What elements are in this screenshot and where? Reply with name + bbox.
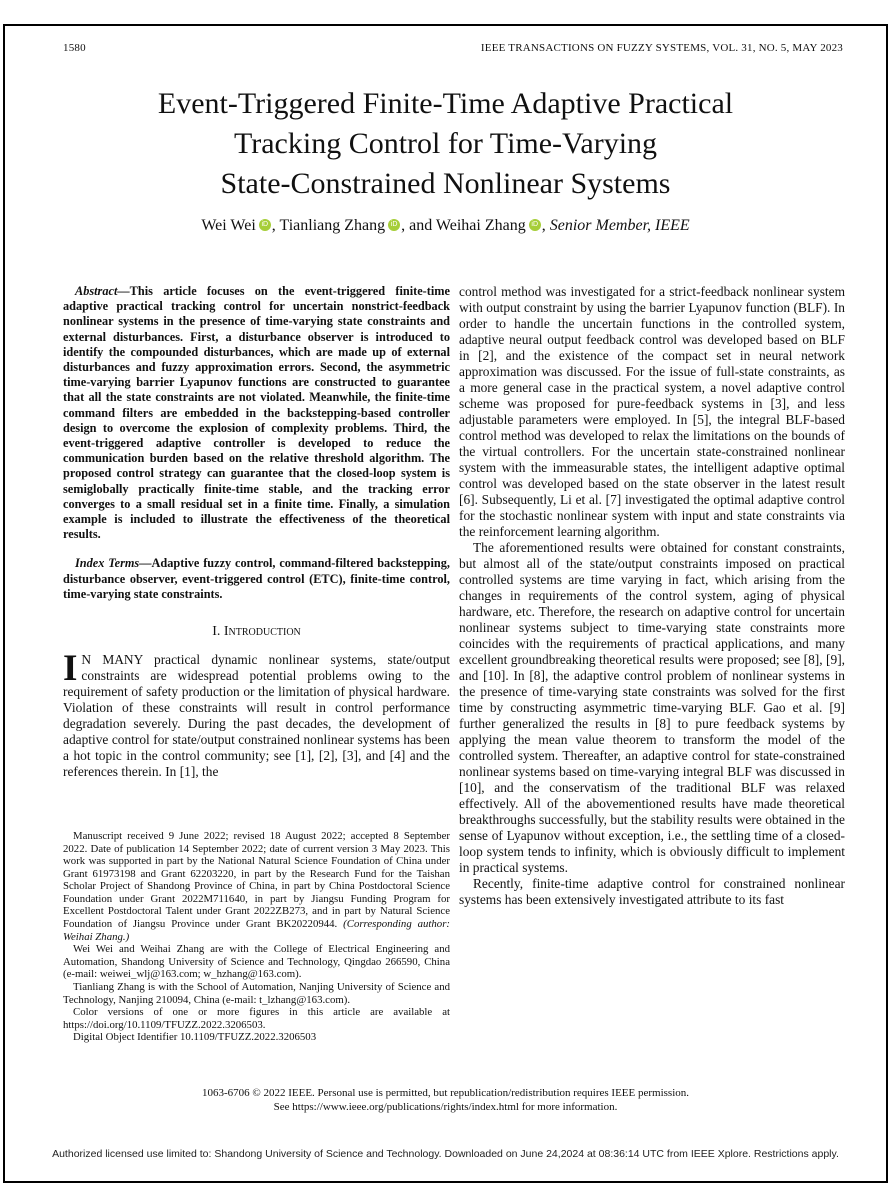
paper-title: [0, 84, 891, 204]
body-paragraph: control method was investigated for a strict-feedback nonlinear system with output constraint by using the barrier Lyapunov function (BLF). In order to handle the uncertain functions in the controlled system, adaptive neural output feedback control was developed based on BLF in [2], and the existence of the compact set in neural network approximation was discussed. For the issue of full-state constraints, as a more general case in the practical system, a novel adaptive control scheme was proposed for pure-feedback systems in [3], and less adjustable parameters were employed. In [5], the integral BLF-based control method was developed to relax the limitations on the bounds of the virtual controllers. For the uncertain state-constrained nonlinear system with the immeasurable states, the intelligent adaptive optimal control was developed based on the state observer in the latest result [6]. Subsequently, Li et al. [7] investigated the optimal adaptive control for the stochastic nonlinear system with input and state constraints via the reinforcement learning algorithm.: [459, 284, 845, 539]
right-column: [459, 284, 845, 908]
author-membership: Senior Member, IEEE: [549, 217, 690, 234]
section-number: I.: [212, 624, 221, 640]
author-line: [0, 217, 891, 235]
orcid-icon[interactable]: [388, 219, 400, 231]
section-title: Introduction: [223, 624, 301, 640]
section-heading-introduction: [63, 624, 450, 640]
author-name-1: Wei Wei: [201, 217, 256, 234]
intro-paragraph: [63, 648, 450, 780]
footnote-doi: Digital Object Identifier 10.1109/TFUZZ.2022.3206503: [73, 1031, 317, 1044]
paper-title-line-3: State-Constrained Nonlinear Systems: [220, 167, 671, 200]
corresponding-author-note: (Corresponding author: Weihai Zhang.): [63, 918, 450, 943]
footnote-affiliation-1: Wei Wei and Weihai Zhang are with the College of Electrical Engineering and Automation, Shandong University of Science and Technology, Qingdao 266590, China (e-mail: weiwei_wlj@163.com; w_hzhang@163.com).: [63, 943, 450, 981]
intro-lead: N MANY: [81, 652, 143, 668]
paper-title-line-2: Tracking Control for Time-Varying: [233, 127, 658, 160]
footnote-color-versions: Color versions of one or more figures in this article are available at https://doi.org/10.1109/TFUZZ.2022.3206503.: [63, 1006, 450, 1031]
copyright-footer: [0, 1086, 891, 1114]
left-column: [63, 284, 450, 1044]
abstract: [63, 284, 450, 542]
author-name-2: Tianliang Zhang: [279, 217, 386, 234]
copyright-line-1: 1063-6706 © 2022 IEEE. Personal use is permitted, but republication/redistribution requires IEEE permission.: [201, 1087, 690, 1099]
copyright-line-2: See https://www.ieee.org/publications/rights/index.html for more information.: [273, 1101, 618, 1113]
journal-title: IEEE TRANSACTIONS ON FUZZY SYSTEMS, VOL. 31, NO. 5, MAY 2023: [480, 42, 843, 54]
index-terms-label: Index Terms—: [75, 556, 152, 571]
authorized-use-note: Authorized licensed use limited to: Shandong University of Science and Technology. Downloaded on June 24,2024 at 08:36:14 UTC from IEEE Xplore. Restrictions apply.: [52, 1148, 839, 1160]
author-separator: , and: [401, 217, 436, 234]
abstract-text: This article focuses on the event-triggered finite-time adaptive practical tracking control for uncertain nonstrict-feedback nonlinear systems in the presence of time-varying state constraints and external disturbances. First, a disturbance observer is introduced to identify the compounded disturbances, which are made up of external disturbances and fuzzy approximation errors. Second, the asymmetric time-varying barrier Lyapunov functions are constructed to guarantee that all the state constraints are not violated. Meanwhile, the finite-time command filters are embedded in the backstepping-based controller design to overcome the explosion of complexity problems. Third, the event-triggered adaptive controller is developed to reduce the communication burden based on the relative threshold algorithm. The proposed control strategy can guarantee that the closed-loop system is semiglobally practically finite-time stable, and the tracking error converges to a small residual set in a finite time. Finally, a simulation example is included to illustrate the effectiveness of the theoretical results.: [63, 284, 450, 542]
footnote-manuscript: [63, 830, 450, 943]
paper-title-line-1: Event-Triggered Finite-Time Adaptive Practical: [157, 87, 734, 120]
author-separator: ,: [541, 217, 550, 234]
abstract-label: Abstract—: [75, 284, 130, 298]
orcid-icon[interactable]: [529, 219, 541, 231]
orcid-icon[interactable]: [259, 219, 271, 231]
drop-cap: I: [63, 648, 78, 690]
author-separator: ,: [271, 217, 280, 234]
author-name-3: Weihai Zhang: [435, 217, 526, 234]
intro-text: practical dynamic nonlinear systems, state/output constraints are widespread potential problems owing to the requirement of safety production or the limitation of physical hardware. Violation of these constraints will result in control performance degradation severely. During the past decades, the development of adaptive control for state/output constrained nonlinear systems has been a hot topic in the control community; see [1], [2], [3], and [4] and the references therein. In [1], the: [63, 652, 450, 780]
body-paragraph: Recently, finite-time adaptive control for constrained nonlinear systems has been extensively investigated attribute to its fast: [459, 876, 845, 907]
index-terms-text: Adaptive fuzzy control, command-filtered backstepping, disturbance observer, event-triggered control (ETC), finite-time control, time-varying state constraints.: [63, 556, 450, 601]
first-page-footnotes: [63, 830, 450, 1044]
footnote-affiliation-2: Tianliang Zhang is with the School of Automation, Nanjing University of Science and Technology, Nanjing 210094, China (e-mail: t_lzhang@163.com).: [63, 981, 450, 1006]
running-head: [63, 42, 843, 54]
index-terms: [63, 556, 450, 602]
page-number: 1580: [63, 42, 86, 54]
body-paragraph: The aforementioned results were obtained for constant constraints, but almost all of the state/output constraints imposed on practical controlled systems are time varying in fact, which arising from the changes in requirements of the control system, aging of physical hardware, etc. Therefore, the research on adaptive control for uncertain nonlinear systems subject to time-varying state constraints more coincides with the requirements of practical applications, and many excellent groundbreaking theoretical results were proposed; see [8], [9], and [10]. In [8], the adaptive control problem of nonlinear systems in the presence of time-varying state constraints was solved for the first time by constructing asymmetric time-varying BLF. Gao et al. [9] further generalized the results in [8] to pure feedback systems by applying the mean value theorem to transform the model of the controlled system. Thereafter, an adaptive control for state-constrained nonlinear systems based on time-varying integral BLF was discussed in [10], and the conservatism of the traditional BLF was relaxed effectively. All of the abovementioned results have made theoretical breakthroughs successfully, but the stability results were obtained in the sense of Lyapunov without exception, i.e., the settling time of a closed-loop system tends to infinity, which is obviously difficult to implement in practical systems.: [459, 540, 845, 875]
footnote-manuscript-text: Manuscript received 9 June 2022; revised 18 August 2022; accepted 8 September 2022. Date of publication 14 September 2022; date of current version 3 May 2023. This work was supported in part by the National Natural Science Foundation of China under Grant 61973198 and Grant 62203220, in part by the Research Fund for the Taishan Scholar Project of Shandong Province of China, in part by China Postdoctoral Science Foundation under Grant 2022M711640, in part by Jiangsu Funding Program for Excellent Postdoctoral Talent under Grant 2022ZB273, and in part by Natural Science Foundation of Jiangsu Province under Grant BK20220944.: [63, 829, 450, 931]
